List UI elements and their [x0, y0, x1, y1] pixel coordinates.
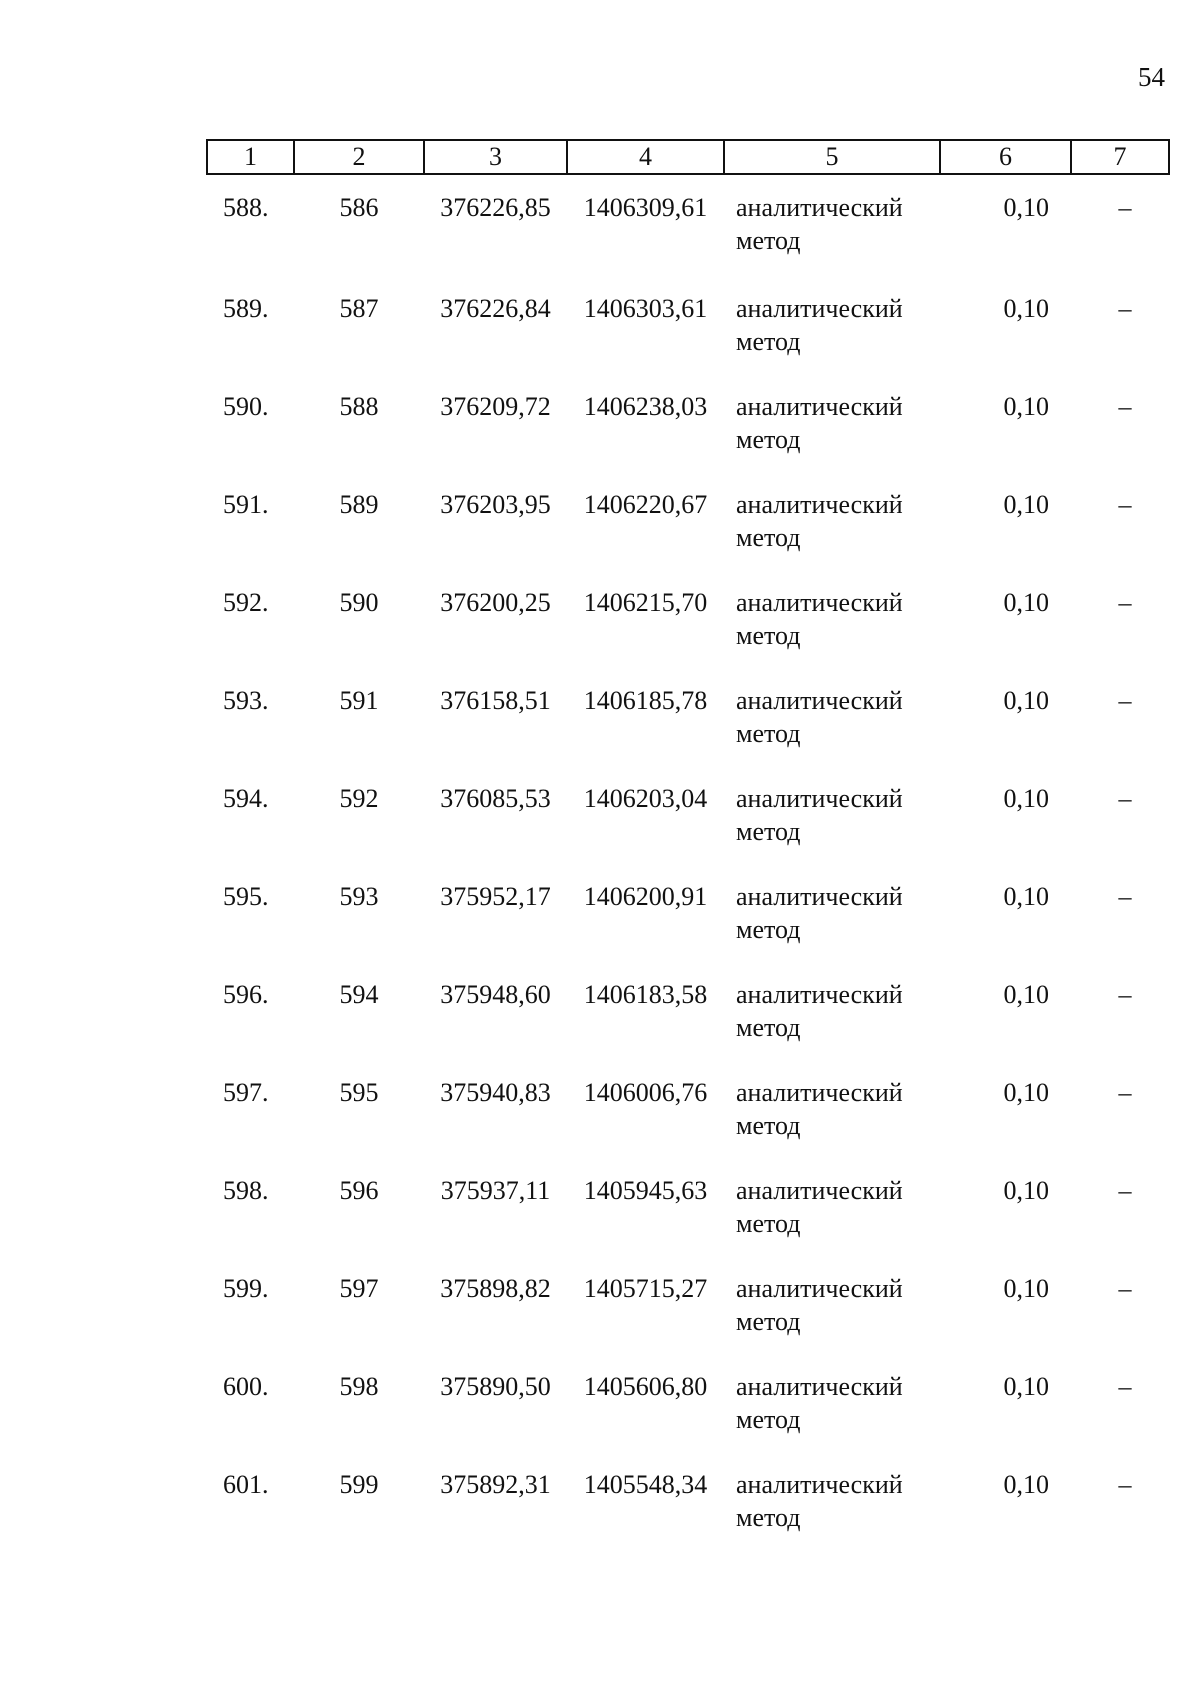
method-cell: [724, 270, 940, 368]
method-cell: [724, 858, 940, 956]
point-number-cell: 593: [339, 882, 379, 911]
accuracy-cell: 0,10: [1003, 588, 1049, 617]
row-number-cell: 588.: [223, 193, 269, 222]
coordinates-table: [206, 139, 1170, 1544]
y-coordinate-cell: 1406303,61: [583, 294, 708, 323]
x-coordinate-cell: 375937,11: [440, 1176, 551, 1205]
method-line-1: аналитический: [736, 193, 903, 222]
method-line-2: метод: [736, 817, 801, 846]
method-line-1: аналитический: [736, 686, 903, 715]
point-number-cell: 599: [339, 1470, 379, 1499]
note-cell: –: [1118, 980, 1132, 1009]
accuracy-cell: 0,10: [1003, 686, 1049, 715]
x-coordinate-cell: 375948,60: [440, 980, 551, 1009]
method-line-2: метод: [736, 523, 801, 552]
header-cell: 3: [424, 140, 567, 174]
note-cell: –: [1118, 588, 1132, 617]
point-number-cell: 591: [339, 686, 379, 715]
table-row: [207, 270, 1169, 368]
note-cell: –: [1118, 294, 1132, 323]
method-cell: [724, 1152, 940, 1250]
note-cell: –: [1118, 1470, 1132, 1499]
method-cell: [724, 564, 940, 662]
point-number-cell: 589: [339, 490, 379, 519]
y-coordinate-cell: 1405606,80: [583, 1372, 708, 1401]
point-number-cell: 592: [339, 784, 379, 813]
note-cell: –: [1118, 1274, 1132, 1303]
method-line-2: метод: [736, 1503, 801, 1532]
table-row: [207, 1446, 1169, 1544]
method-line-1: аналитический: [736, 1176, 903, 1205]
y-coordinate-cell: 1406200,91: [583, 882, 708, 911]
x-coordinate-cell: 376200,25: [440, 588, 551, 617]
x-coordinate-cell: 376158,51: [440, 686, 551, 715]
page-number: 54: [1138, 62, 1165, 92]
method-cell: [724, 760, 940, 858]
method-line-2: метод: [736, 1111, 801, 1140]
row-number-cell: 589.: [223, 294, 269, 323]
method-line-2: метод: [736, 621, 801, 650]
accuracy-cell: 0,10: [1003, 193, 1049, 222]
x-coordinate-cell: 376226,84: [440, 294, 551, 323]
method-line-1: аналитический: [736, 784, 903, 813]
y-coordinate-cell: 1405945,63: [583, 1176, 708, 1205]
note-cell: –: [1118, 1176, 1132, 1205]
point-number-cell: 598: [339, 1372, 379, 1401]
row-number-cell: 595.: [223, 882, 269, 911]
y-coordinate-cell: 1406215,70: [583, 588, 708, 617]
table-row: [207, 1348, 1169, 1446]
y-coordinate-cell: 1406006,76: [583, 1078, 708, 1107]
table-row: [207, 466, 1169, 564]
table-row: [207, 174, 1169, 270]
header-cell: 6: [940, 140, 1071, 174]
row-number-cell: 597.: [223, 1078, 269, 1107]
method-cell: [724, 662, 940, 760]
method-line-1: аналитический: [736, 490, 903, 519]
table-row: [207, 564, 1169, 662]
note-cell: –: [1118, 490, 1132, 519]
method-line-1: аналитический: [736, 294, 903, 323]
accuracy-cell: 0,10: [1003, 490, 1049, 519]
y-coordinate-cell: 1406238,03: [583, 392, 708, 421]
x-coordinate-cell: 376209,72: [440, 392, 551, 421]
note-cell: –: [1118, 392, 1132, 421]
method-line-1: аналитический: [736, 882, 903, 911]
method-cell: [724, 368, 940, 466]
point-number-cell: 595: [339, 1078, 379, 1107]
accuracy-cell: 0,10: [1003, 1470, 1049, 1499]
method-line-1: аналитический: [736, 1078, 903, 1107]
note-cell: –: [1118, 1078, 1132, 1107]
method-line-2: метод: [736, 1307, 801, 1336]
method-line-1: аналитический: [736, 1372, 903, 1401]
y-coordinate-cell: 1406220,67: [583, 490, 708, 519]
y-coordinate-cell: 1405715,27: [583, 1274, 708, 1303]
row-number-cell: 590.: [223, 392, 269, 421]
method-line-1: аналитический: [736, 1274, 903, 1303]
y-coordinate-cell: 1406203,04: [583, 784, 708, 813]
row-number-cell: 593.: [223, 686, 269, 715]
method-line-2: метод: [736, 1405, 801, 1434]
point-number-cell: 597: [339, 1274, 379, 1303]
header-cell: 1: [207, 140, 294, 174]
table-body: [207, 174, 1169, 1544]
x-coordinate-cell: 375952,17: [440, 882, 551, 911]
point-number-cell: 590: [339, 588, 379, 617]
method-line-2: метод: [736, 425, 801, 454]
table-row: [207, 956, 1169, 1054]
point-number-cell: 587: [339, 294, 379, 323]
x-coordinate-cell: 375898,82: [440, 1274, 551, 1303]
method-cell: [724, 1348, 940, 1446]
y-coordinate-cell: 1405548,34: [583, 1470, 708, 1499]
row-number-cell: 592.: [223, 588, 269, 617]
table-row: [207, 858, 1169, 956]
accuracy-cell: 0,10: [1003, 1274, 1049, 1303]
header-cell: 5: [724, 140, 940, 174]
method-line-2: метод: [736, 719, 801, 748]
method-line-1: аналитический: [736, 980, 903, 1009]
header-row: [207, 140, 1169, 174]
header-cell: 2: [294, 140, 424, 174]
note-cell: –: [1118, 1372, 1132, 1401]
method-cell: [724, 1250, 940, 1348]
row-number-cell: 591.: [223, 490, 269, 519]
table-row: [207, 1054, 1169, 1152]
point-number-cell: 594: [339, 980, 379, 1009]
table-row: [207, 760, 1169, 858]
row-number-cell: 601.: [223, 1470, 269, 1499]
table-row: [207, 662, 1169, 760]
accuracy-cell: 0,10: [1003, 1078, 1049, 1107]
row-number-cell: 596.: [223, 980, 269, 1009]
method-line-1: аналитический: [736, 392, 903, 421]
table-row: [207, 1250, 1169, 1348]
accuracy-cell: 0,10: [1003, 882, 1049, 911]
method-cell: [724, 466, 940, 564]
method-cell: [724, 1054, 940, 1152]
method-cell: [724, 1446, 940, 1544]
point-number-cell: 596: [339, 1176, 379, 1205]
method-cell: [724, 174, 940, 270]
row-number-cell: 598.: [223, 1176, 269, 1205]
accuracy-cell: 0,10: [1003, 784, 1049, 813]
y-coordinate-cell: 1406183,58: [583, 980, 708, 1009]
table-row: [207, 1152, 1169, 1250]
note-cell: –: [1118, 686, 1132, 715]
accuracy-cell: 0,10: [1003, 294, 1049, 323]
x-coordinate-cell: 376085,53: [440, 784, 551, 813]
method-line-2: метод: [736, 226, 801, 255]
note-cell: –: [1118, 784, 1132, 813]
method-line-2: метод: [736, 1013, 801, 1042]
row-number-cell: 594.: [223, 784, 269, 813]
method-line-2: метод: [736, 915, 801, 944]
accuracy-cell: 0,10: [1003, 392, 1049, 421]
header-cell: 4: [567, 140, 724, 174]
method-line-2: метод: [736, 327, 801, 356]
method-line-1: аналитический: [736, 1470, 903, 1499]
row-number-cell: 599.: [223, 1274, 269, 1303]
accuracy-cell: 0,10: [1003, 1372, 1049, 1401]
y-coordinate-cell: 1406185,78: [583, 686, 708, 715]
table-row: [207, 368, 1169, 466]
note-cell: –: [1118, 193, 1132, 222]
accuracy-cell: 0,10: [1003, 980, 1049, 1009]
x-coordinate-cell: 376203,95: [440, 490, 551, 519]
point-number-cell: 588: [339, 392, 379, 421]
accuracy-cell: 0,10: [1003, 1176, 1049, 1205]
y-coordinate-cell: 1406309,61: [583, 193, 708, 222]
point-number-cell: 586: [339, 193, 379, 222]
note-cell: –: [1118, 882, 1132, 911]
row-number-cell: 600.: [223, 1372, 269, 1401]
header-cell: 7: [1071, 140, 1169, 174]
method-line-1: аналитический: [736, 588, 903, 617]
x-coordinate-cell: 375940,83: [440, 1078, 551, 1107]
method-line-2: метод: [736, 1209, 801, 1238]
method-cell: [724, 956, 940, 1054]
x-coordinate-cell: 375892,31: [440, 1470, 551, 1499]
x-coordinate-cell: 375890,50: [440, 1372, 551, 1401]
table-header: [207, 140, 1169, 174]
x-coordinate-cell: 376226,85: [440, 193, 551, 222]
